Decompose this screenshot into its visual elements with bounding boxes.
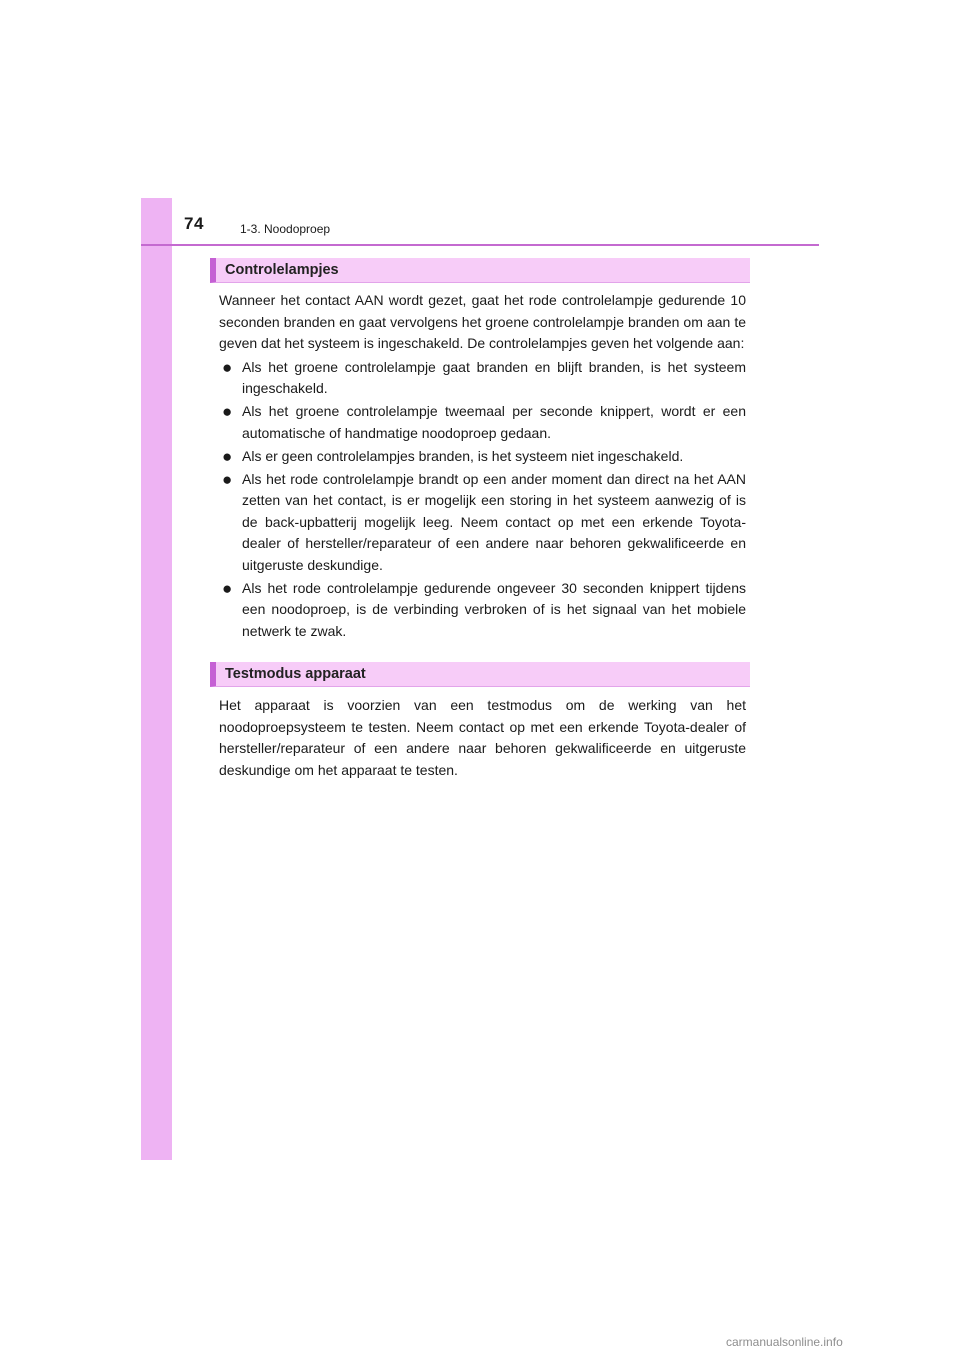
bullet-dot-icon: ● — [222, 402, 233, 421]
header-rule — [141, 244, 819, 246]
list-item-text: Als het rode controlelampje brandt op een ander moment dan direct na het AAN zetten van het contact, is er mogelijk een storing in het systeem aanwezig of is de back-upbatterij mogelijk leeg. Neem contact op met een erkende Toyota-dealer of hersteller/reparateur of een andere naar behoren gekwalificeerde en uitgeruste deskundige. — [242, 470, 746, 573]
bullet-dot-icon: ● — [222, 446, 233, 466]
list-item-text: Als het rode controlelampje gedurende ongeveer 30 seconden knippert tijdens een noodoproep, is de verbinding verbroken of is het signaal van het mobiele netwerk te zwak. — [242, 579, 746, 639]
section-body-controlelampjes — [219, 290, 746, 644]
section-heading-controlelampjes — [210, 258, 750, 283]
section-body-testmodus — [219, 695, 746, 781]
section-breadcrumb: 1-3. Noodoproep — [240, 222, 331, 236]
chapter-side-band — [141, 198, 172, 1160]
list-item-text: Als er geen controlelampjes branden, is het systeem niet ingeschakeld. — [242, 447, 684, 464]
list-item — [219, 578, 746, 643]
section-heading-label: Controlelampjes — [225, 262, 339, 278]
list-item-text: Als het groene controlelampje tweemaal per seconde knippert, wordt er een automatische of handmatige noodoproep gedaan. — [242, 403, 746, 441]
list-item — [219, 446, 746, 468]
intro-paragraph: Wanneer het contact AAN wordt gezet, gaat het rode controlelampje gedurende 10 seconden branden en gaat vervolgens het groene controlelampje branden om aan te geven dat het systeem is ingeschakeld. De controlelampjes geven het volgende aan: — [219, 292, 746, 351]
bullet-dot-icon: ● — [222, 578, 233, 598]
bullet-dot-icon: ● — [222, 469, 233, 489]
intro-paragraph: Het apparaat is voorzien van een testmodus om de werking van het noodoproepsysteem te testen. Neem contact op met een erkende Toyota-dealer of hersteller/reparateur of een andere naar behoren gekwalificeerde en uitgeruste deskundige om het apparaat te testen. — [219, 697, 746, 778]
list-item — [219, 357, 746, 400]
list-item — [219, 401, 746, 444]
list-item-text: Als het groene controlelampje gaat branden en blijft branden, is het systeem ingeschakeld. — [242, 358, 746, 396]
bullet-list — [219, 357, 746, 643]
section-heading-label: Testmodus apparaat — [225, 666, 366, 682]
section-heading-testmodus — [210, 662, 750, 687]
watermark: carmanualsonline.info — [726, 1335, 843, 1349]
list-item — [219, 469, 746, 577]
bullet-dot-icon: ● — [222, 357, 233, 377]
page-number: 74 — [184, 214, 204, 233]
